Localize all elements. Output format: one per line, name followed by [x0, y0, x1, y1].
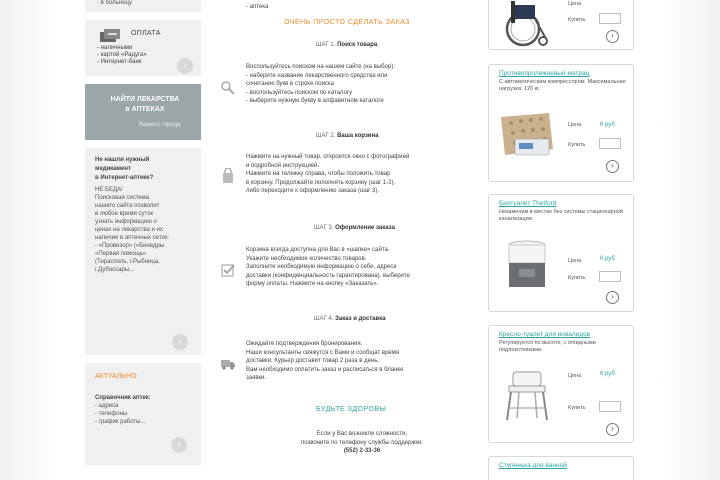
price-label: Цена	[568, 258, 582, 264]
quantity-input[interactable]	[599, 138, 621, 149]
step1-line: - воспользуйтесь поиском по каталогу	[246, 89, 353, 96]
step1-line: - наберите название лекарственного средства или	[246, 72, 388, 79]
product-title[interactable]: Биотуалет Thetford	[499, 200, 557, 207]
buy-label: Купить	[568, 17, 586, 23]
product-card	[488, 194, 634, 312]
step2-title: Ваша корзина	[337, 133, 379, 139]
info-line: «Первая помощь»	[95, 251, 147, 257]
step2-text	[246, 153, 409, 196]
payment-item: - наличными	[97, 45, 133, 51]
payment-list	[97, 45, 147, 66]
price-label: Цена	[568, 122, 582, 128]
actual-box	[85, 363, 201, 465]
product-card	[488, 64, 634, 182]
step1-line: Воспользуйтесь поиском на нашем сайте (на выбор):	[246, 64, 395, 70]
info-arrow-icon[interactable]: ›	[172, 334, 188, 350]
actual-list	[95, 402, 191, 426]
step2-label: ШАГ 2.	[316, 133, 336, 139]
truck-icon	[220, 356, 236, 372]
step2-line: Нажмите на нужный товар, откроется окно с фотографией	[246, 154, 410, 160]
step3-text	[246, 246, 410, 289]
info-line: (Тирасполь, г.Рыбница,	[95, 259, 160, 265]
sidebar-top-text: · в больницу	[97, 0, 132, 6]
step4-heading	[314, 316, 386, 322]
actual-title: АКТУАЛЬНО	[95, 373, 137, 380]
product-card	[488, 0, 634, 50]
actual-item: - телефоны	[95, 411, 128, 417]
info-line: ценах на лекарства и их	[95, 227, 163, 233]
product-card	[488, 325, 634, 443]
step3-line: Корзина всегда доступна для Вас в «шапке» сайта.	[246, 247, 390, 253]
product-card	[488, 456, 634, 480]
step1-line: сочетание букв в строке поиска	[246, 81, 335, 88]
quantity-input[interactable]	[599, 271, 621, 282]
step4-text	[246, 340, 403, 383]
left-gutter	[0, 0, 60, 480]
step4-label: ШАГ 4.	[314, 316, 334, 322]
info-line: Поисковая система	[95, 195, 150, 201]
info-text	[95, 186, 191, 274]
support-contact	[282, 430, 442, 456]
health-heading: БУДЬТЕ ЗДОРОВЫ	[316, 406, 387, 413]
top-list	[246, 0, 268, 11]
contact-phone[interactable]: (552) 2-33-36	[343, 448, 381, 455]
info-heading-line: в Интернет-аптеке?	[95, 175, 154, 181]
step3-line: доставки (конфиденциальность гарантирована), выберите	[246, 272, 410, 279]
portable-toilet-image	[497, 239, 557, 291]
product-column	[488, 0, 635, 480]
step2-line: Нажмите на тележку справа, чтобы положить товар	[246, 171, 391, 178]
info-heading	[95, 156, 191, 183]
step4-title: Заказ и доставка	[335, 316, 386, 322]
add-to-cart-button[interactable]: ›	[606, 423, 619, 436]
info-line: нашего сайта позволит	[95, 203, 160, 209]
step3-title: Оформление заказа	[335, 225, 395, 231]
info-line: узнать информацию о	[95, 219, 157, 225]
product-description: Регулируется по высоте, с откидными подлокотниками.	[499, 340, 596, 353]
actual-item: - адреса	[95, 403, 119, 409]
mattress-compressor-image	[497, 109, 557, 161]
info-line: в любое время суток	[95, 211, 154, 217]
wallet-icon	[99, 28, 123, 44]
payment-item: - картой «Радуга»	[97, 52, 147, 58]
price-value: 6 руб	[600, 256, 615, 262]
step1-line: - выберите нужную букву в алфавитном каталоге	[246, 98, 384, 105]
step4-line: Ожидайте подтверждения бронирования.	[246, 341, 363, 347]
info-line: г.Дубоссары...	[95, 267, 135, 273]
product-title[interactable]: Противопролежневый матрац	[499, 70, 590, 77]
sidebar-top-box	[85, 0, 201, 12]
add-to-cart-button[interactable]: ›	[606, 291, 619, 304]
info-heading-line: Не нашли нужный	[95, 157, 150, 163]
checkbox-icon	[220, 262, 236, 278]
find-medicine-box[interactable]	[85, 84, 201, 140]
product-title[interactable]: Ступенька для ванной	[499, 462, 567, 469]
quantity-input[interactable]	[599, 13, 621, 24]
step4-line: Наши консультанты свяжутся с Вами и сообщат время	[246, 349, 400, 356]
step1-heading	[316, 42, 377, 48]
left-sidebar	[85, 0, 201, 480]
info-box	[85, 148, 201, 355]
step4-line: Вам необходимо оплатить заказ и расписаться в бланке	[246, 366, 404, 373]
step3-label: ШАГ 3.	[314, 225, 334, 231]
step1-text	[246, 63, 395, 106]
step2-line: в корзину. Продолжайте пополнять корзину (шаг 1-2),	[246, 179, 396, 186]
step4-line: доставки. Курьер доставит товар 2 раза в день.	[246, 358, 380, 365]
price-label: Цена	[568, 373, 582, 379]
payment-title: ОПЛАТА	[131, 30, 161, 37]
product-description: Незаменим в местах без системы стационарной канализации.	[499, 209, 623, 222]
step2-line: либо переходите к оформлению заказа (шаг 3).	[246, 188, 380, 195]
product-title[interactable]: Кресло-туалет для инвалидов	[499, 331, 591, 338]
add-to-cart-button[interactable]: ›	[606, 160, 619, 173]
commode-chair-image	[497, 370, 557, 422]
step2-heading	[316, 133, 379, 139]
payment-box[interactable]	[85, 20, 201, 76]
buy-label: Купить	[568, 275, 586, 281]
step3-line: Заполните необходимую информацию о себе, адресе	[246, 264, 397, 271]
find-title-line: НАЙТИ ЛЕКАРСТВА	[110, 96, 180, 103]
step3-line: форму оплаты. Нажмите на кнопку «Заказать».	[246, 281, 379, 288]
step3-heading	[314, 225, 395, 231]
quantity-input[interactable]	[599, 401, 621, 412]
price-value: 6 руб	[600, 122, 615, 128]
step1-title: Поиск товара	[337, 42, 378, 48]
shopping-bag-icon	[220, 168, 236, 184]
find-title-line: в АПТЕКАХ	[125, 106, 165, 113]
add-to-cart-button[interactable]: ›	[606, 30, 619, 43]
contact-line: позвоните по телефону службы поддержки:	[300, 439, 424, 446]
step1-label: ШАГ 1.	[316, 42, 336, 48]
arrow-right-icon[interactable]: ›	[171, 437, 187, 453]
info-line: - «Провизор» («Бинедры	[95, 243, 165, 249]
step3-line: Укажите необходимое количество товаров.	[246, 255, 367, 262]
arrow-right-icon[interactable]: ›	[177, 58, 193, 74]
right-gutter	[660, 0, 720, 480]
find-medicine-title	[99, 95, 191, 115]
search-icon	[220, 80, 236, 96]
actual-item: - график работы...	[95, 419, 146, 425]
wheelchair-image	[497, 0, 557, 49]
actual-subtitle: Справочник аптек:	[95, 395, 151, 401]
top-list-item: - аптека	[246, 3, 269, 10]
info-line: наличии в аптечных сетях:	[95, 235, 170, 241]
info-heading-line: медикамент	[95, 166, 131, 172]
contact-line: Если у Вас возникли сложности,	[316, 431, 408, 437]
find-medicine-subtitle: Вашего города	[139, 122, 181, 128]
product-description: С автоматическим компрессором. Максимальная нагрузка: 120 кг.	[499, 79, 626, 92]
payment-item: - Интернет-банк	[97, 59, 142, 65]
buy-label: Купить	[568, 405, 586, 411]
price-value: 6 руб	[600, 371, 615, 377]
main-content	[218, 0, 468, 480]
info-line: НЕ БЕДА!	[95, 187, 123, 193]
step4-line: заявки.	[246, 375, 267, 382]
step2-line: и подробной инструкцией.	[246, 162, 320, 169]
page-title: ОЧЕНЬ ПРОСТО СДЕЛАТЬ ЗАКАЗ	[284, 19, 411, 26]
buy-label: Купить	[568, 142, 586, 148]
price-label: Цена	[568, 1, 582, 7]
